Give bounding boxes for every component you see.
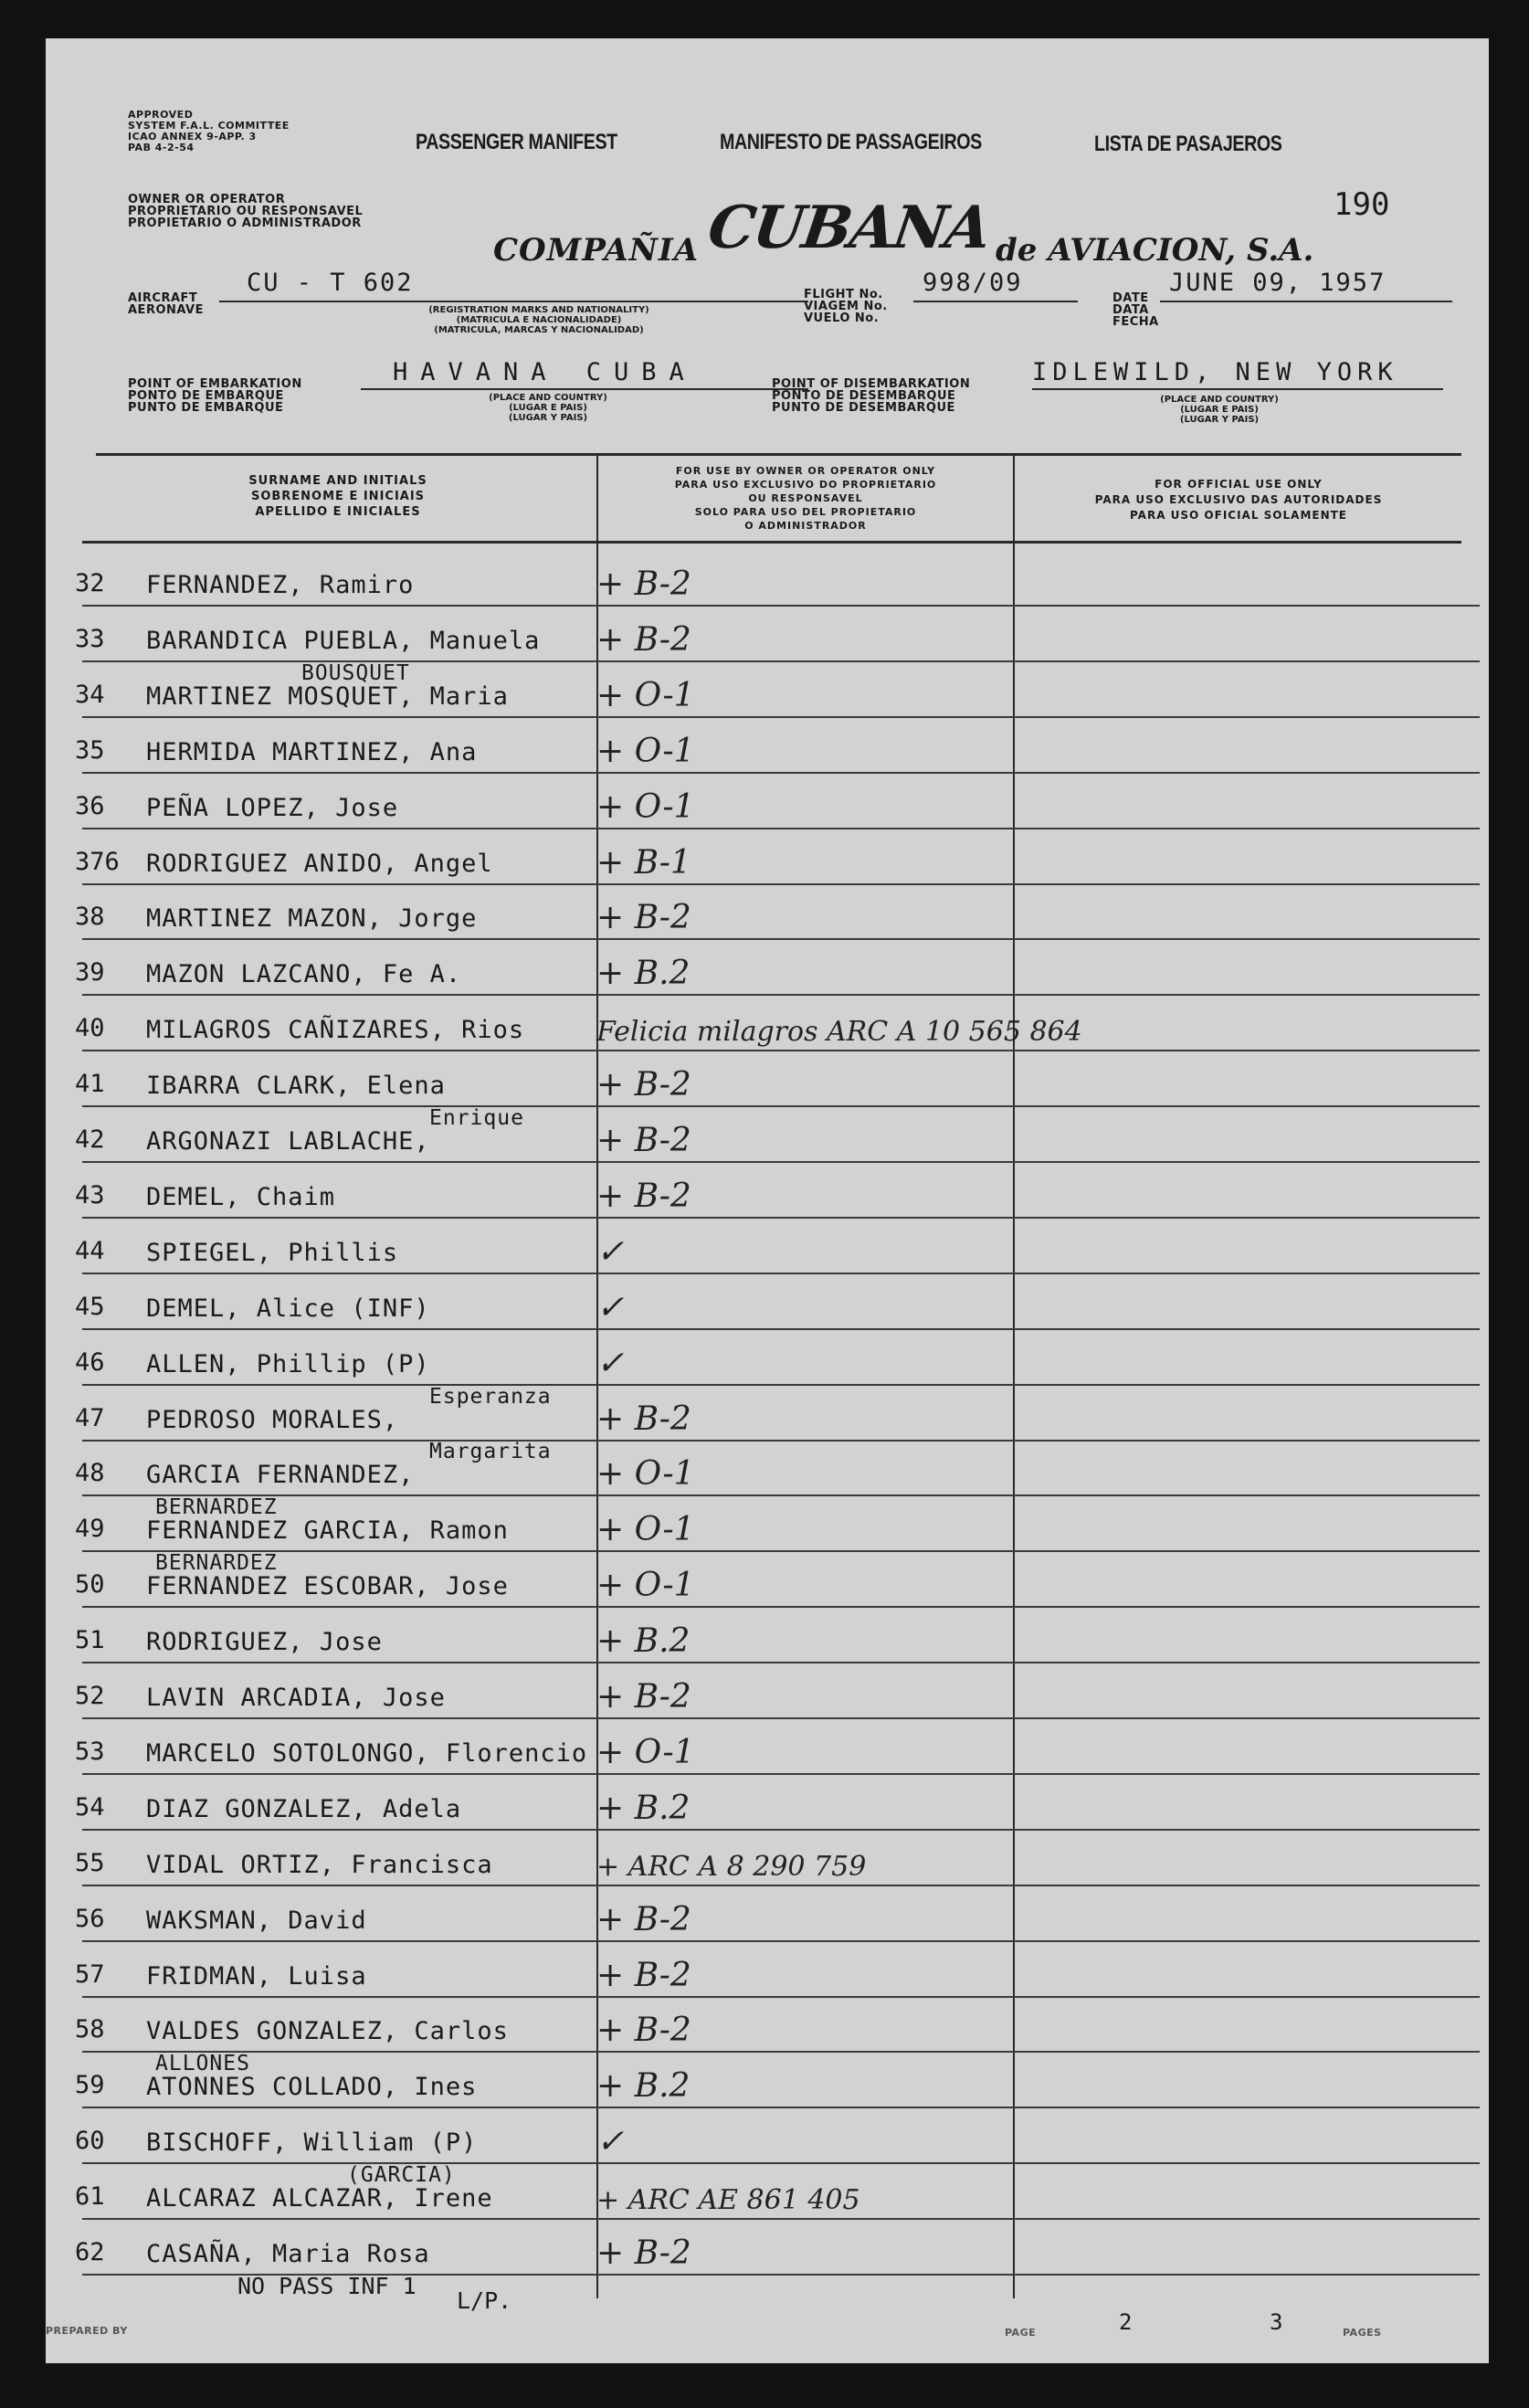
passenger-name: HERMIDA MARTINEZ, Ana bbox=[146, 737, 478, 766]
owner-use-mark: + B.2 bbox=[596, 2067, 691, 2106]
manifest-sheet bbox=[46, 38, 1489, 2363]
passenger-row bbox=[73, 719, 1480, 774]
passenger-number: 34 bbox=[75, 680, 105, 709]
passenger-number: 43 bbox=[75, 1180, 105, 1209]
passenger-name-annotation: (GARCIA) bbox=[347, 2163, 456, 2188]
title-lista: LISTA DE PASAJEROS bbox=[1094, 132, 1282, 156]
passenger-row bbox=[73, 1275, 1480, 1330]
owner-use-mark: + B-2 bbox=[596, 899, 691, 937]
passenger-number: 58 bbox=[75, 2015, 105, 2044]
row-rule bbox=[82, 1494, 1480, 1496]
form-approval-info: APPROVED SYSTEM F.A.L. COMMITTEE ICAO ANNEX 9-APP. 3 PAB 4-2-54 bbox=[128, 109, 290, 153]
owner-use-mark: + B-2 bbox=[596, 620, 691, 659]
owner-use-mark: + B.2 bbox=[596, 1622, 691, 1661]
passenger-row bbox=[73, 997, 1480, 1051]
passenger-name: MAZON LAZCANO, Fe A. bbox=[146, 960, 462, 989]
row-rule bbox=[82, 772, 1480, 774]
passenger-row bbox=[73, 1832, 1480, 1886]
passenger-name: FRIDMAN, Luisa bbox=[146, 1961, 367, 1991]
passenger-name: LAVIN ARCADIA, Jose bbox=[146, 1684, 446, 1712]
passenger-name: MARTINEZ MAZON, Jorge bbox=[146, 904, 478, 934]
row-rule bbox=[82, 1829, 1480, 1831]
owner-use-mark: + B-2 bbox=[596, 1678, 691, 1716]
row-rule bbox=[82, 828, 1480, 829]
passenger-row bbox=[73, 1943, 1480, 1998]
owner-use-mark: ✓ bbox=[596, 1344, 625, 1382]
row-rule bbox=[82, 1105, 1480, 1107]
passenger-number: 51 bbox=[75, 1626, 105, 1655]
row-rule bbox=[82, 605, 1480, 607]
passenger-number: 53 bbox=[75, 1737, 105, 1766]
passenger-row bbox=[73, 830, 1480, 885]
owner-use-mark: + O-1 bbox=[596, 732, 695, 770]
passenger-name: DIAZ GONZALEZ, Adela bbox=[146, 1794, 462, 1823]
passenger-name: VALDES GONZALEZ, Carlos bbox=[146, 2017, 509, 2046]
passenger-number: 46 bbox=[75, 1347, 105, 1377]
passenger-number: 59 bbox=[75, 2071, 105, 2100]
row-rule bbox=[82, 1606, 1480, 1608]
passenger-row bbox=[73, 885, 1480, 940]
passenger-row bbox=[73, 1497, 1480, 1552]
owner-use-mark: + O-1 bbox=[596, 787, 695, 826]
passenger-row bbox=[73, 552, 1480, 607]
row-rule bbox=[82, 1384, 1480, 1386]
company-name: CUBANA bbox=[703, 194, 994, 262]
passenger-number: 45 bbox=[75, 1292, 105, 1321]
passenger-name: ALCARAZ ALCAZAR, Irene bbox=[146, 2184, 493, 2213]
owner-use-mark: + B-2 bbox=[596, 2234, 691, 2272]
passenger-number: 54 bbox=[75, 1792, 105, 1822]
passenger-name-annotation: BOUSQUET bbox=[301, 660, 410, 685]
passenger-name: RODRIGUEZ ANIDO, Angel bbox=[146, 849, 493, 878]
passenger-number: 42 bbox=[75, 1125, 105, 1154]
owner-use-mark: + B-2 bbox=[596, 2012, 691, 2050]
embarkation-sub: (PLACE AND COUNTRY) (LUGAR E PAIS) (LUGAR Y PAIS) bbox=[489, 393, 607, 423]
row-rule bbox=[82, 938, 1480, 940]
passenger-name: BISCHOFF, William (P) bbox=[146, 2128, 478, 2158]
passenger-row bbox=[73, 1220, 1480, 1274]
passenger-name: ALLEN, Phillip (P) bbox=[146, 1349, 430, 1378]
passenger-number: 48 bbox=[75, 1459, 105, 1488]
flight-value: 998/09 bbox=[923, 269, 1023, 297]
passenger-row bbox=[73, 2165, 1480, 2220]
passenger-row bbox=[73, 1331, 1480, 1386]
row-rule bbox=[82, 716, 1480, 718]
row-rule bbox=[82, 2051, 1480, 2053]
passenger-number: 49 bbox=[75, 1515, 105, 1544]
footer-of: 3 bbox=[1270, 2309, 1283, 2335]
page-number: 190 bbox=[1334, 186, 1390, 223]
passenger-row bbox=[73, 1108, 1480, 1163]
passenger-number: 36 bbox=[75, 791, 105, 820]
owner-use-mark: + ARC A 8 290 759 bbox=[596, 1850, 867, 1883]
embarkation-label: POINT OF EMBARKATION PONTO DE EMBARQUE PUNTO DE EMBARQUE bbox=[128, 377, 302, 415]
owner-use-mark: + B-2 bbox=[596, 1066, 691, 1104]
footer-note-lp: L/P. bbox=[457, 2287, 512, 2314]
owner-use-mark: + B.2 bbox=[596, 1789, 691, 1827]
row-rule bbox=[82, 2162, 1480, 2164]
passenger-row bbox=[73, 1887, 1480, 1942]
disembarkation-sub: (PLACE AND COUNTRY) (LUGAR E PAIS) (LUGAR Y PAIS) bbox=[1160, 395, 1279, 425]
row-rule bbox=[82, 883, 1480, 885]
owner-use-mark: + B-2 bbox=[596, 1399, 691, 1438]
title-passenger-manifest: PASSENGER MANIFEST bbox=[416, 130, 617, 154]
passenger-name: ATONNES COLLADO, Ines bbox=[146, 2073, 478, 2102]
col-header-official-use: FOR OFFICIAL USE ONLY PARA USO EXCLUSIVO DAS AUTORIDADES PARA USO OFICIAL SOLAMENTE bbox=[1094, 478, 1383, 522]
passenger-name: WAKSMAN, David bbox=[146, 1906, 367, 1935]
passenger-name: PEÑA LOPEZ, Jose bbox=[146, 793, 399, 822]
passenger-name: PEDROSO MORALES, bbox=[146, 1405, 399, 1434]
passenger-row bbox=[73, 2054, 1480, 2108]
owner-use-mark: + B-2 bbox=[596, 1177, 691, 1215]
owner-label: OWNER OR OPERATOR PROPRIETARIO OU RESPONSAVEL PROPIETARIO O ADMINISTRADOR bbox=[128, 193, 364, 230]
passenger-row bbox=[73, 1052, 1480, 1107]
owner-use-mark: + B.2 bbox=[596, 955, 691, 993]
passenger-number: 52 bbox=[75, 1682, 105, 1710]
owner-use-mark: + B-1 bbox=[596, 843, 691, 882]
passenger-name: BARANDICA PUEBLA, Manuela bbox=[146, 626, 541, 655]
passenger-row bbox=[73, 1384, 1480, 1442]
owner-use-mark: + O-1 bbox=[596, 1567, 695, 1605]
passenger-number: 39 bbox=[75, 958, 105, 987]
footer-prepared-by: PREPARED BY bbox=[46, 2325, 128, 2337]
owner-use-mark: Felicia milagros ARC A 10 565 864 bbox=[596, 1016, 1082, 1049]
passenger-name-annotation: Margarita bbox=[429, 1440, 552, 1464]
passenger-row bbox=[73, 941, 1480, 996]
flight-label: FLIGHT No. VIAGEM No. VUELO No. bbox=[804, 288, 888, 325]
row-rule bbox=[82, 1773, 1480, 1775]
col-header-surname: SURNAME AND INITIALS SOBRENOME E INICIAIS APELLIDO E INICIALES bbox=[248, 474, 427, 519]
passenger-name: FERNANDEZ ESCOBAR, Jose bbox=[146, 1572, 509, 1601]
passenger-row bbox=[73, 1720, 1480, 1775]
row-rule bbox=[82, 1550, 1480, 1552]
passenger-number: 41 bbox=[75, 1070, 105, 1099]
table-header-rule bbox=[82, 541, 1461, 544]
passenger-number: 62 bbox=[75, 2238, 105, 2266]
passenger-row bbox=[73, 1776, 1480, 1831]
passenger-number: 47 bbox=[75, 1403, 105, 1432]
row-rule bbox=[82, 2107, 1480, 2108]
passenger-row bbox=[73, 607, 1480, 662]
passenger-number: 56 bbox=[75, 1904, 105, 1933]
passenger-row bbox=[73, 660, 1480, 718]
owner-use-mark: + ARC AE 861 405 bbox=[596, 2184, 860, 2217]
footer-note: NO PASS INF 1 bbox=[237, 2273, 417, 2299]
owner-use-mark: + O-1 bbox=[596, 1511, 695, 1549]
passenger-number: 44 bbox=[75, 1236, 105, 1265]
owner-use-mark: ✓ bbox=[596, 1288, 625, 1326]
passenger-row bbox=[73, 2109, 1480, 2164]
embarkation-value: HAVANA CUBA bbox=[393, 358, 697, 386]
footer-pages-label: PAGES bbox=[1343, 2327, 1382, 2339]
owner-use-mark: + O-1 bbox=[596, 1455, 695, 1494]
aircraft-sub: (REGISTRATION MARKS AND NATIONALITY) (MATRICULA E NACIONALIDADE) (MATRICULA, MARCAS Y NACIONALIDAD) bbox=[428, 305, 649, 335]
passenger-number: 32 bbox=[75, 569, 105, 597]
passenger-name: MARTINEZ MOSQUET, Maria bbox=[146, 681, 509, 711]
company-suffix: de AVIACION, S.A. bbox=[996, 232, 1314, 269]
col-header-owner-use: FOR USE BY OWNER OR OPERATOR ONLY PARA USO EXCLUSIVO DO PROPRIETARIO OU RESPONSAVEL SOLO PARA USO DEL PROPIETARIO O ADMINISTRADOR bbox=[674, 465, 937, 532]
passenger-number: 38 bbox=[75, 903, 105, 932]
row-rule bbox=[82, 1717, 1480, 1719]
row-rule bbox=[82, 994, 1480, 996]
row-rule bbox=[82, 1217, 1480, 1219]
passenger-name: ARGONAZI LABLACHE, bbox=[146, 1127, 430, 1156]
footer-page-label: PAGE bbox=[1005, 2327, 1037, 2339]
row-rule bbox=[82, 2218, 1480, 2220]
aircraft-value: CU - T 602 bbox=[247, 269, 414, 297]
passenger-row bbox=[73, 1442, 1480, 1496]
passenger-number: 57 bbox=[75, 1959, 105, 1989]
passenger-name: IBARRA CLARK, Elena bbox=[146, 1072, 446, 1101]
row-rule bbox=[82, 1440, 1480, 1442]
owner-use-mark: + B-2 bbox=[596, 1900, 691, 1938]
disembarkation-label: POINT OF DISEMBARKATION PONTO DE DESEMBARQUE PUNTO DE DESEMBARQUE bbox=[772, 377, 971, 415]
row-rule bbox=[82, 1328, 1480, 1330]
passenger-row bbox=[73, 1164, 1480, 1219]
row-rule bbox=[82, 1161, 1480, 1163]
footer-page: 2 bbox=[1119, 2309, 1133, 2335]
passenger-row bbox=[73, 1664, 1480, 1719]
row-rule bbox=[82, 1273, 1480, 1274]
passenger-row bbox=[73, 1998, 1480, 2053]
passenger-number: 35 bbox=[75, 735, 105, 765]
title-manifesto: MANIFESTO DE PASSAGEIROS bbox=[720, 130, 982, 154]
passenger-number: 40 bbox=[75, 1014, 105, 1043]
passenger-name: MARCELO SOTOLONGO, Florencio bbox=[146, 1738, 588, 1768]
passenger-number: 55 bbox=[75, 1848, 105, 1877]
passenger-name: MILAGROS CAÑIZARES, Rios bbox=[146, 1016, 525, 1045]
owner-use-mark: + O-1 bbox=[596, 676, 695, 714]
owner-use-mark: + B-2 bbox=[596, 1122, 691, 1159]
row-rule bbox=[82, 1996, 1480, 1998]
passenger-name-annotation: BERNARDEZ bbox=[155, 1495, 278, 1520]
passenger-number: 50 bbox=[75, 1570, 105, 1600]
passenger-name-annotation: Enrique bbox=[429, 1106, 524, 1130]
passenger-name: SPIEGEL, Phillis bbox=[146, 1238, 399, 1267]
passenger-name: FERNANDEZ GARCIA, Ramon bbox=[146, 1516, 509, 1546]
owner-use-mark: + B-2 bbox=[596, 565, 691, 603]
passenger-name: RODRIGUEZ, Jose bbox=[146, 1628, 383, 1657]
passenger-name: VIDAL ORTIZ, Francisca bbox=[146, 1850, 493, 1879]
owner-use-mark: ✓ bbox=[596, 2123, 625, 2161]
passenger-name: DEMEL, Chaim bbox=[146, 1182, 336, 1211]
passenger-number: 60 bbox=[75, 2127, 105, 2156]
aircraft-label: AIRCRAFT AERONAVE bbox=[128, 291, 205, 317]
passenger-number: 376 bbox=[75, 847, 120, 876]
date-label: DATE DATA FECHA bbox=[1112, 291, 1159, 329]
passenger-row bbox=[73, 1609, 1480, 1663]
passenger-number: 33 bbox=[75, 624, 105, 653]
row-rule bbox=[82, 660, 1480, 662]
company-prefix: COMPAÑIA bbox=[493, 232, 700, 269]
passenger-row bbox=[73, 2221, 1480, 2276]
passenger-name: GARCIA FERNANDEZ, bbox=[146, 1461, 415, 1490]
passenger-number: 61 bbox=[75, 2182, 105, 2212]
row-rule bbox=[82, 1050, 1480, 1051]
owner-use-mark: + B-2 bbox=[596, 1956, 691, 1994]
passenger-name: CASAÑA, Maria Rosa bbox=[146, 2240, 430, 2268]
owner-use-mark: + O-1 bbox=[596, 1733, 695, 1771]
passenger-name: FERNANDEZ, Ramiro bbox=[146, 571, 415, 599]
disembarkation-value: IDLEWILD, NEW YORK bbox=[1032, 358, 1398, 386]
passenger-name-annotation: BERNARDEZ bbox=[155, 1551, 278, 1576]
date-value: JUNE 09, 1957 bbox=[1169, 269, 1387, 297]
owner-use-mark: ✓ bbox=[596, 1232, 625, 1271]
passenger-name-annotation: Esperanza bbox=[429, 1384, 552, 1409]
passenger-row bbox=[73, 775, 1480, 829]
passenger-name-annotation: ALLONES bbox=[155, 2052, 250, 2076]
row-rule bbox=[82, 1885, 1480, 1886]
passenger-row bbox=[73, 1553, 1480, 1608]
row-rule bbox=[82, 1940, 1480, 1942]
table-top-rule bbox=[96, 453, 1461, 456]
row-rule bbox=[82, 1662, 1480, 1663]
passenger-name: DEMEL, Alice (INF) bbox=[146, 1294, 430, 1323]
